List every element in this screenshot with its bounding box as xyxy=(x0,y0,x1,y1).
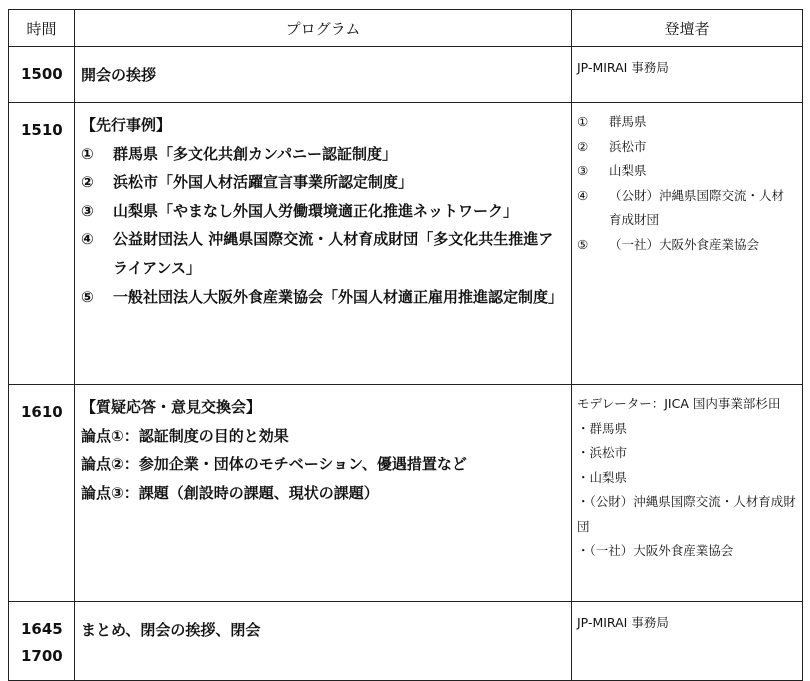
presenter-text: 浜松市 xyxy=(609,138,647,154)
program-cell xyxy=(75,385,572,602)
presenter-text: ・浜松市 xyxy=(577,445,628,460)
item-text: 浜松市「外国人材活躍宣言事業所認定制度」 xyxy=(113,173,414,192)
presenter-item xyxy=(577,135,796,160)
presenter-cell xyxy=(572,385,803,602)
presenter-item xyxy=(577,159,796,184)
item-text: 山梨県「やまなし外国人労働環境適正化推進ネットワーク」 xyxy=(113,201,519,220)
presenter-number: ② xyxy=(577,138,589,154)
presenter-item xyxy=(577,184,796,233)
presenter-text: ・（公財）沖縄県国際交流・人材育成財団 xyxy=(577,494,796,534)
discussion-point: 論点③：課題（創設時の課題、現状の課題） xyxy=(81,483,379,502)
time-cell xyxy=(9,103,75,385)
item-number: ① xyxy=(81,144,94,163)
table-row xyxy=(9,602,803,681)
presenter-text: ・山梨県 xyxy=(577,469,628,485)
case-item xyxy=(81,283,567,312)
presenter-text: （一社）大阪外食産業協会 xyxy=(609,236,760,252)
item-text: 群馬県「多文化共創カンパニー認証制度」 xyxy=(113,144,397,163)
item-number: ③ xyxy=(81,201,94,220)
presenter-number: ③ xyxy=(577,163,589,178)
presenter-text: ・群馬県 xyxy=(577,420,628,436)
time-cell xyxy=(9,602,75,681)
header-presenter: 登壇者 xyxy=(572,10,803,47)
presenter-cell xyxy=(572,47,803,103)
program-cell xyxy=(75,103,572,385)
time-value: 1610 xyxy=(21,403,63,421)
presenter-item xyxy=(577,110,796,135)
program-title: まとめ、閉会の挨拶、閉会 xyxy=(81,621,261,639)
time-value: 1645 xyxy=(21,620,63,638)
item-text: 公益財団法人 沖縄県国際交流・人材育成財団「多文化共生推進アライアンス」 xyxy=(113,230,554,277)
program-heading: 【質疑応答・意見交換会】 xyxy=(81,398,262,416)
presenter-text: JP-MIRAI 事務局 xyxy=(577,615,669,630)
presenter-text: （公財）沖縄県国際交流・人材育成財団 xyxy=(609,187,785,227)
program-title: 開会の挨拶 xyxy=(81,66,157,84)
case-item xyxy=(81,197,567,226)
program-heading: 【先行事例】 xyxy=(81,116,172,134)
discussion-point: 論点②：参加企業・団体のモチベーション、優遇措置など xyxy=(81,455,467,474)
table-row xyxy=(9,385,803,602)
presenter-text: JP-MIRAI 事務局 xyxy=(577,60,669,75)
header-row xyxy=(9,10,803,47)
table-row xyxy=(9,47,803,103)
program-cell xyxy=(75,602,572,681)
agenda-table xyxy=(8,9,803,681)
presenter-number: ⑤ xyxy=(577,236,589,252)
presenter-text: 山梨県 xyxy=(609,163,647,178)
case-item xyxy=(81,225,567,282)
presenter-cell xyxy=(572,103,803,385)
program-cell xyxy=(75,47,572,103)
time-value: 1510 xyxy=(21,121,63,139)
discussion-point: 論点①：認証制度の目的と効果 xyxy=(81,426,289,445)
item-number: ⑤ xyxy=(81,287,94,306)
presenter-number: ① xyxy=(577,114,589,129)
item-text: 一般社団法人大阪外食産業協会「外国人材適正雇用推進認定制度」 xyxy=(113,287,564,306)
time-value: 1500 xyxy=(21,65,63,83)
case-item xyxy=(81,168,567,197)
time-cell xyxy=(9,385,75,602)
moderator-text: モデレーター：JICA 国内事業部杉田 xyxy=(577,396,781,411)
presenter-text: 群馬県 xyxy=(609,114,647,129)
time-cell xyxy=(9,47,75,103)
header-time: 時間 xyxy=(9,10,75,47)
presenter-text: ・（一社）大阪外食産業協会 xyxy=(577,543,734,558)
presenter-number: ④ xyxy=(577,187,589,203)
header-program: プログラム xyxy=(75,10,572,47)
item-number: ④ xyxy=(81,230,94,249)
time-value: 1700 xyxy=(21,647,63,665)
presenter-item xyxy=(577,233,796,258)
presenter-cell xyxy=(572,602,803,681)
case-item xyxy=(81,140,567,169)
item-number: ② xyxy=(81,173,94,192)
table-row xyxy=(9,103,803,385)
